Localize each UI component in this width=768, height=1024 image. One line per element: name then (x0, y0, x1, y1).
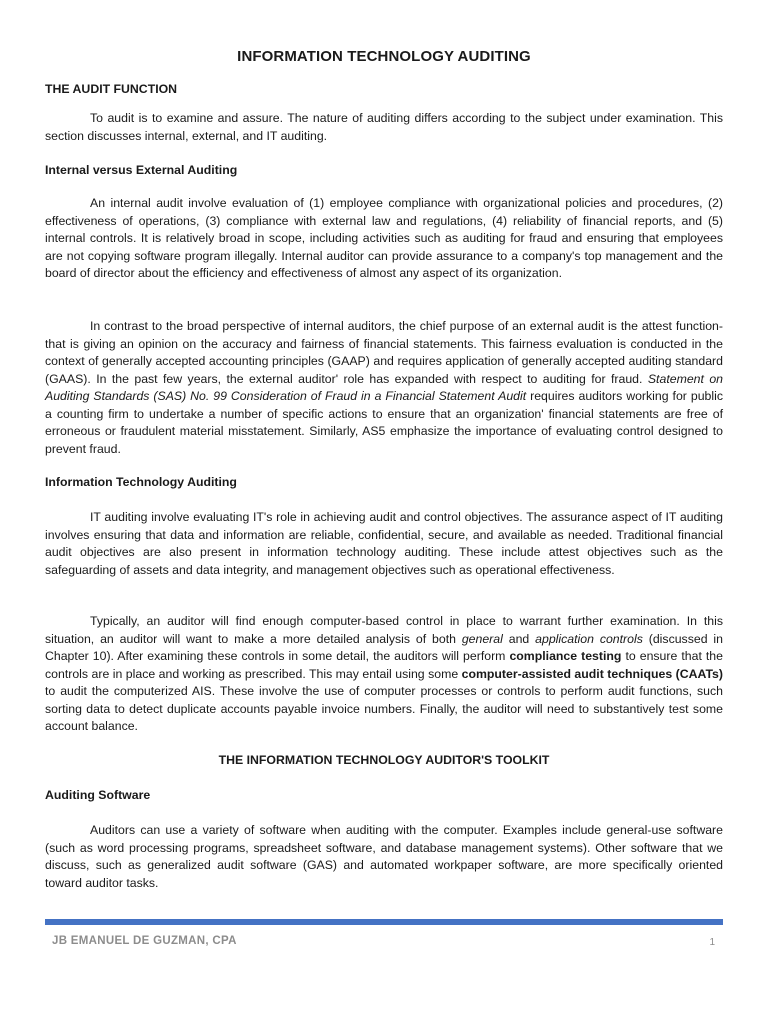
paragraph-controls-testing (45, 613, 723, 736)
document-page (45, 0, 723, 1024)
paragraph-text: to audit the computerized AIS. These involve the use of computer processes or controls to perform audit functions, such sorting data to detect duplicate accounts payable invoice numbers. Finally, the auditor will need to substantively test some account balance. (45, 684, 723, 733)
paragraph-text: In contrast to the broad perspective of internal auditors, the chief purpose of an external audit is the attest function-that is giving an opinion on the accuracy and fairness of financial statements. This fairness evaluation is conducted in the context of generally accepted accounting principles (GAAP) and requires application of generally accepted auditing standard (GAAS). In the past few years, the external auditor' role has expanded with respect to auditing for fraud. (45, 319, 723, 386)
section-heading-toolkit: THE INFORMATION TECHNOLOGY AUDITOR'S TOOLKIT (218, 753, 550, 767)
paragraph-internal-audit: An internal audit involve evaluation of (1) employee compliance with organizational policies and procedures, (2) effectiveness of operations, (3) compliance with external law and regulations, (4) reliability of financial reports, and (5) internal controls. It is relatively broad in scope, including activities such as auditing for fraud and ensuring that employees are not copying software program illegally. Internal auditor can provide assurance to a company's top management and the board of director about the efficiency and effectiveness of almost any aspect of its organization. (45, 196, 723, 280)
paragraph-auditing-software: Auditors can use a variety of software when auditing with the computer. Examples include general-use software (such as word processing programs, spreadsheet software, and database management systems). Other software that we discuss, such as generalized audit software (GAS) and automated workpaper software, are more specifically oriented toward auditor tasks. (45, 823, 723, 890)
bold-caats: computer-assisted audit techniques (CAATs) (461, 666, 723, 681)
subheading-it-auditing: Information Technology Auditing (45, 475, 237, 489)
italic-sas-reference: Statement on Auditing Standards (SAS) No. 99 Consideration of Fraud in a Financial Statement Audit (45, 371, 723, 403)
footer-divider-bar (45, 919, 723, 925)
paragraph-text: (discussed in Chapter 10). After examining these controls in some detail, the auditors will perform (45, 631, 723, 663)
section-heading-audit-function: THE AUDIT FUNCTION (45, 82, 178, 96)
subheading-internal-external: Internal versus External Auditing (45, 163, 238, 177)
paragraph-text: Typically, an auditor will find enough computer-based control in place to warrant further examination. In this situation, an auditor will want to make a more detailed analysis of both (45, 614, 723, 646)
paragraph-text: and (502, 631, 536, 646)
document-title: INFORMATION TECHNOLOGY AUDITING (237, 48, 531, 65)
bold-compliance-testing: compliance testing (509, 649, 622, 663)
subheading-auditing-software: Auditing Software (45, 788, 151, 802)
page-number: 1 (709, 937, 715, 948)
paragraph-text: to ensure that the controls are in place and working as prescribed. This may entail using some (45, 649, 723, 681)
paragraph-audit-function: To audit is to examine and assure. The nature of auditing differs according to the subject under examination. This section discusses internal, external, and IT auditing. (45, 111, 723, 143)
paragraph-external-audit (45, 318, 723, 458)
paragraph-text: requires auditors working for public a counting firm to undertake a number of specific actions to ensure that an organization' financial statements are free of erroneous or fraudulent material misstatement. Similarly, AS5 emphasize the importance of evaluating control designed to prevent fraud. (45, 389, 723, 456)
italic-application-controls: application controls (535, 631, 643, 646)
footer-author: JB EMANUEL DE GUZMAN, CPA (52, 935, 237, 947)
paragraph-it-auditing: IT auditing involve evaluating IT's role in achieving audit and control objectives. The assurance aspect of IT auditing involves ensuring that data and information are reliable, confidential, secure, and available as needed. Traditional financial audit objectives are also present in information technology auditing. These include attest objectives such as the safeguarding of assets and data integrity, and management objectives such as operational effectiveness. (45, 510, 723, 577)
italic-general: general (461, 631, 503, 646)
